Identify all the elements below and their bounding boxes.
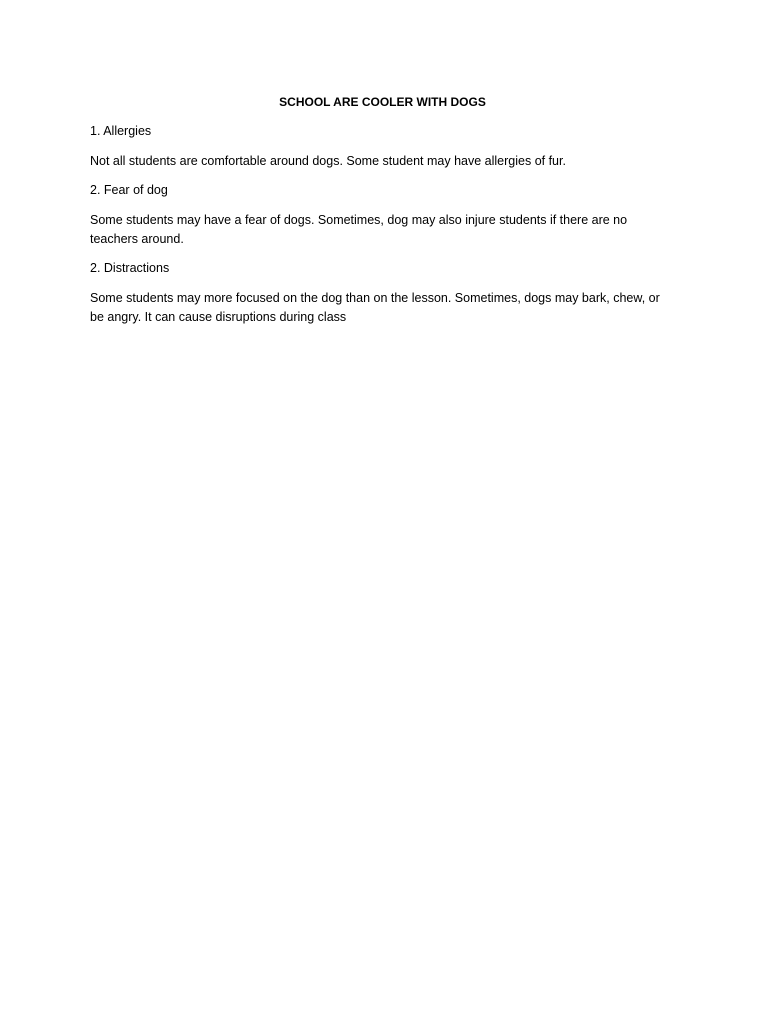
section-body-fear-of-dog: Some students may have a fear of dogs. Sometimes, dog may also injure students if there are no teachers around. xyxy=(90,212,628,246)
section-body-distractions: Some students may more focused on the dog than on the lesson. Sometimes, dogs may bark, chew, or be angry. It can cause disruptions during class xyxy=(90,290,660,324)
section-heading-distractions: 2. Distractions xyxy=(90,260,170,275)
section-body-allergies: Not all students are comfortable around dogs. Some student may have allergies of fur. xyxy=(90,154,566,168)
document-body xyxy=(90,94,675,338)
section-heading-fear-of-dog: 2. Fear of dog xyxy=(90,182,168,197)
document-title: SCHOOL ARE COOLER WITH DOGS xyxy=(279,95,486,109)
section-heading-allergies: 1. Allergies xyxy=(90,124,152,138)
